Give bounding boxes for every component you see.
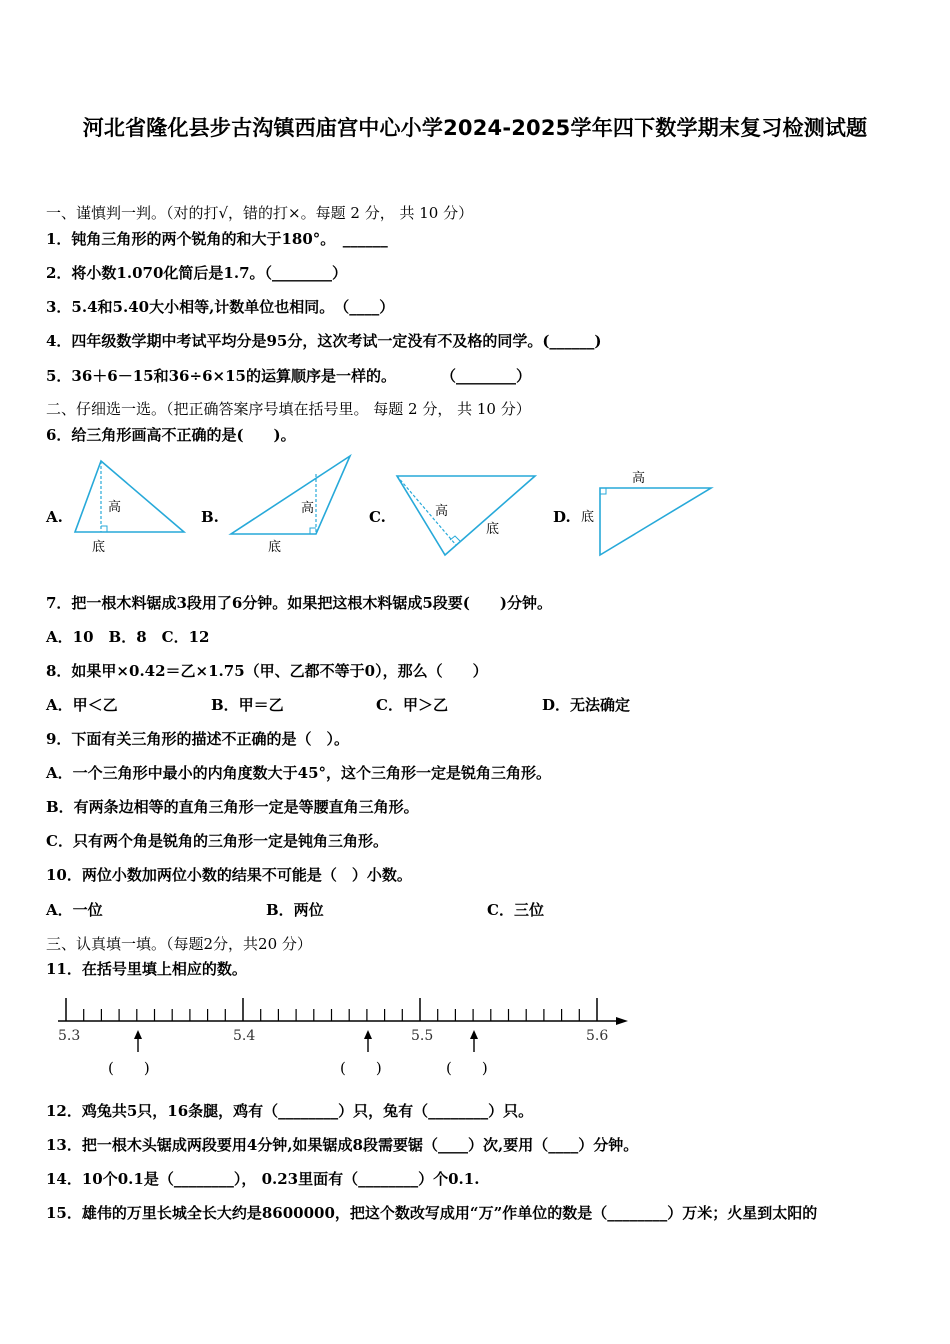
question-1: 1．钝角三角形的两个锐角的和大于180°。 ______ [46, 230, 388, 248]
question-7-options: A．10 B．8 C．12 [46, 628, 210, 646]
question-10: 10．两位小数加两位小数的结果不可能是（ ）小数。 [46, 866, 412, 884]
question-7: 7．把一根木料锯成3段用了6分钟。如果把这根木料锯成5段要( )分钟。 [46, 594, 552, 612]
page-title: 河北省隆化县步古沟镇西庙宫中心小学2024-2025学年四下数学期末复习检测试题 [82, 116, 868, 140]
triangle-c-base-label: 底 [486, 522, 500, 537]
q9-option-a: A．一个三角形中最小的内角度数大于45°，这个三角形一定是锐角三角形。 [46, 764, 552, 782]
question-4: 4．四年级数学期中考试平均分是95分，这次考试一定没有不及格的同学。(______) [46, 332, 602, 350]
triangle-b-base-label: 底 [268, 540, 282, 555]
nl-pointer-2 [364, 1030, 372, 1052]
q10-option-a: A．一位 [46, 901, 103, 919]
triangle-b-height-label: 高 [301, 501, 315, 516]
q10-option-b: B．两位 [266, 901, 324, 919]
number-line-arrowhead [616, 1017, 628, 1025]
triangle-d-base-label: 底 [581, 510, 595, 525]
question-8: 8．如果甲×0.42＝乙×1.75（甲、乙都不等于0），那么（ ） [46, 662, 488, 680]
question-6: 6．给三角形画高不正确的是( )。 [46, 426, 296, 444]
q6-option-c-label: C. [369, 508, 386, 526]
section3-heading: 三、认真填一填。（每题2分，共20 分） [46, 935, 312, 953]
question-9: 9．下面有关三角形的描述不正确的是（ ）。 [46, 730, 349, 748]
triangle-d-figure [578, 465, 718, 560]
q8-option-d: D．无法确定 [542, 696, 631, 714]
question-15: 15．雄伟的万里长城全长大约是8600000，把这个数改写成用“万”作单位的数是（________）万米；火星到太阳的 [46, 1204, 818, 1222]
question-14: 14．10个0.1是（________）， 0.23里面有（________）个0.1. [46, 1170, 480, 1188]
q8-option-c: C．甲＞乙 [376, 696, 448, 714]
q6-option-b-label: B. [201, 508, 219, 526]
triangle-a-height-label: 高 [108, 500, 122, 515]
question-2: 2．将小数1.070化简后是1.7。（________） [46, 264, 348, 282]
triangle-c-height-label: 高 [435, 504, 449, 519]
triangle-a-figure [68, 455, 193, 560]
q6-option-d-label: D. [553, 508, 571, 526]
triangle-c-figure [392, 470, 540, 565]
question-5: 5．36＋6－15和36÷6×15的运算顺序是一样的。 （________） [46, 367, 531, 385]
q10-option-c: C．三位 [487, 901, 544, 919]
nl-blank-2: ( ) [340, 1059, 382, 1077]
nl-pointer-1 [134, 1030, 142, 1052]
q6-option-a-label: A. [46, 508, 63, 526]
nl-label-5-4: 5.4 [233, 1028, 256, 1044]
q9-option-b: B．有两条边相等的直角三角形一定是等腰直角三角形。 [46, 798, 419, 816]
nl-label-5-3: 5.3 [58, 1028, 81, 1044]
section1-heading: 一、谨慎判一判。（对的打√，错的打×。每题 2 分， 共 10 分） [46, 204, 474, 222]
nl-pointer-3 [470, 1030, 478, 1052]
triangle-d-height-label: 高 [632, 471, 646, 486]
question-3: 3．5.4和5.40大小相等,计数单位也相同。 （____） [46, 298, 395, 316]
q9-option-c: C．只有两个角是锐角的三角形一定是钝角三角形。 [46, 832, 388, 850]
question-12: 12．鸡兔共5只，16条腿，鸡有（________）只，兔有（________）只。 [46, 1102, 534, 1120]
question-11: 11．在括号里填上相应的数。 [46, 960, 247, 978]
nl-label-5-6: 5.6 [586, 1028, 609, 1044]
section2-heading: 二、仔细选一选。（把正确答案序号填在括号里。 每题 2 分， 共 10 分） [46, 400, 531, 418]
triangle-b-figure [224, 450, 359, 560]
number-line-ticks [66, 998, 597, 1021]
q8-option-a: A．甲＜乙 [46, 696, 118, 714]
nl-label-5-5: 5.5 [411, 1028, 434, 1044]
nl-blank-3: ( ) [446, 1059, 488, 1077]
q8-option-b: B．甲＝乙 [211, 696, 284, 714]
triangle-a-base-label: 底 [92, 540, 106, 555]
question-13: 13．把一根木头锯成两段要用4分钟,如果锯成8段需要锯（____）次,要用（____）分钟。 [46, 1136, 639, 1154]
nl-blank-1: ( ) [108, 1059, 150, 1077]
number-line [50, 990, 640, 1085]
